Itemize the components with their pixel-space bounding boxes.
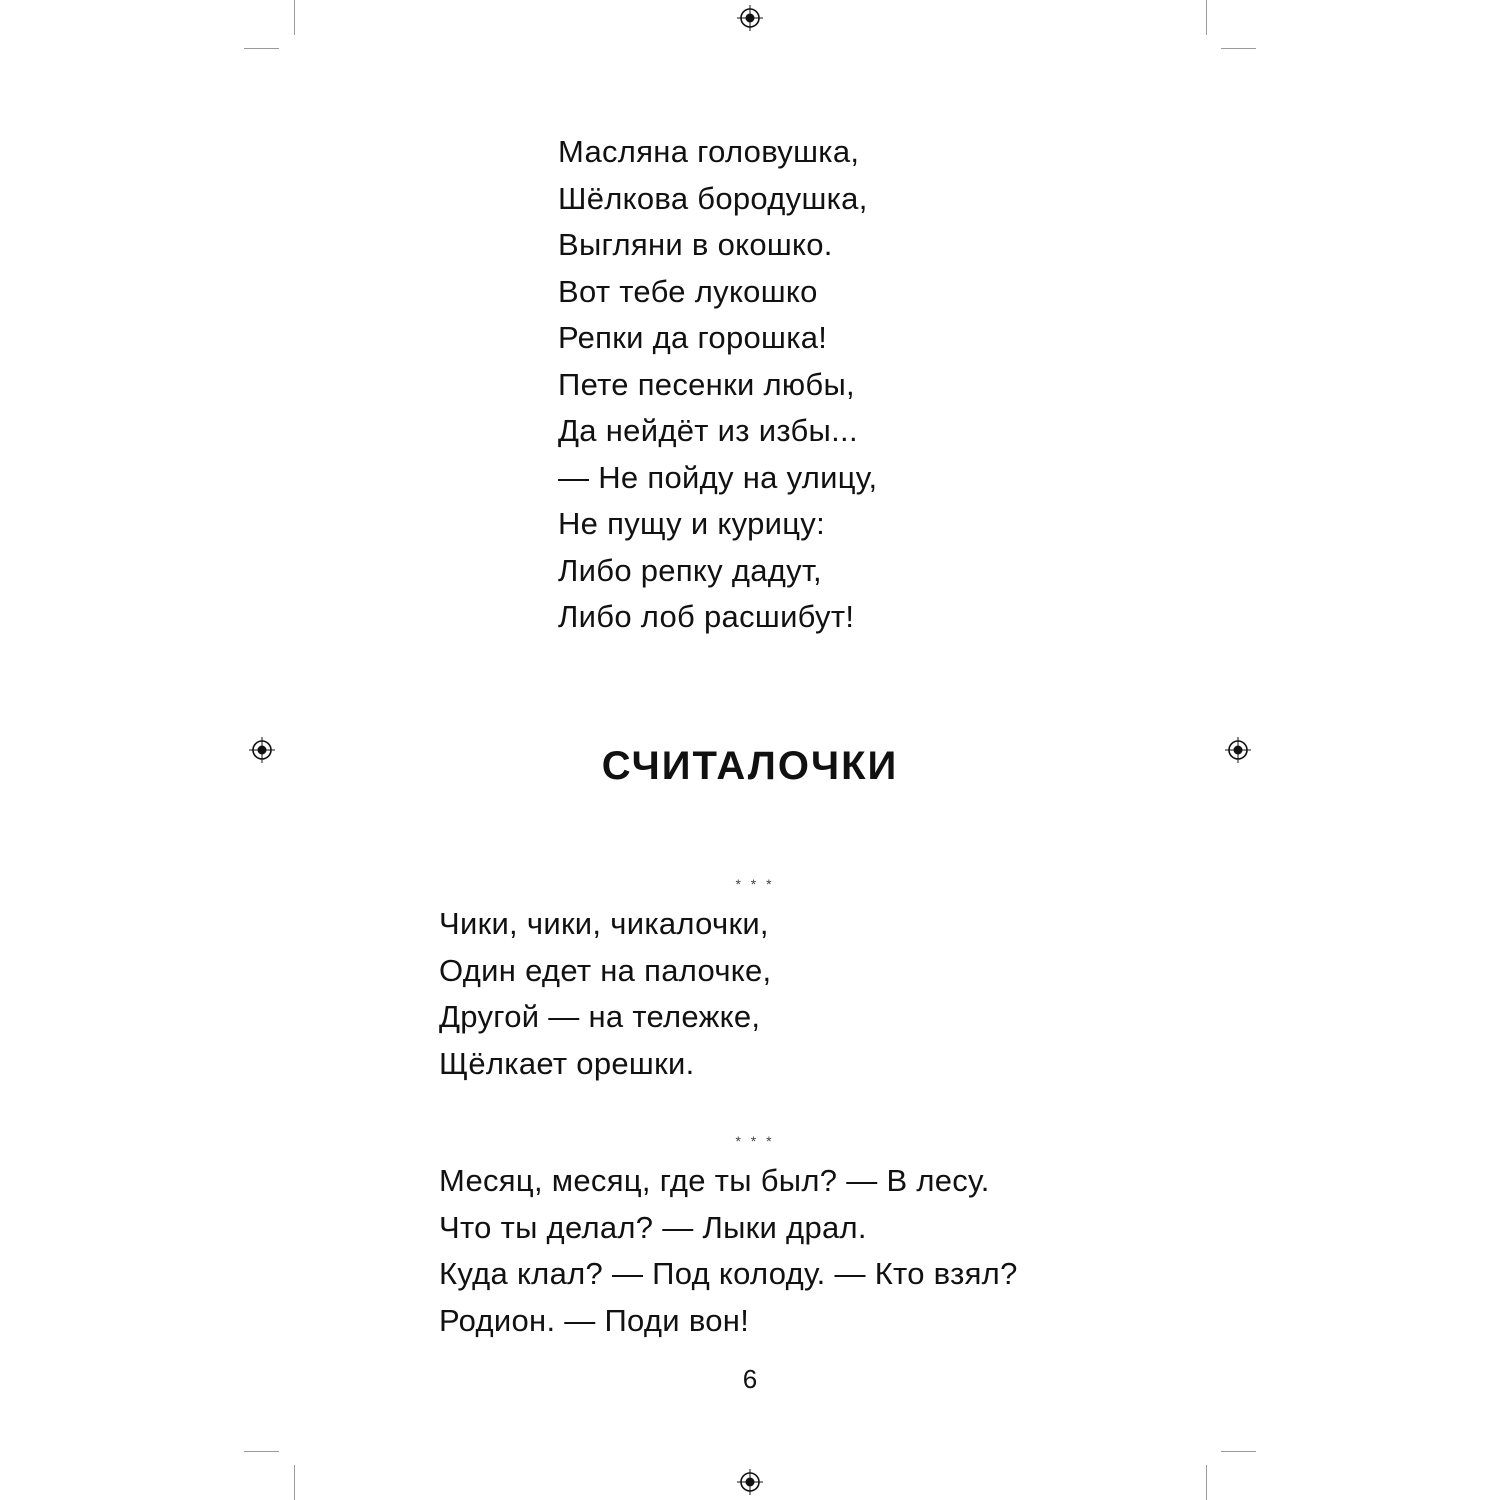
section-heading: СЧИТАЛОЧКИ [601, 744, 899, 788]
poem-line: Либо репку дадут, [558, 552, 822, 588]
crop-mark [1206, 0, 1207, 35]
crop-mark [244, 1451, 279, 1452]
poem-top [558, 129, 877, 641]
crop-mark [1221, 48, 1256, 49]
poem-line: — Не пойду на улицу, [558, 459, 878, 495]
crop-mark [244, 48, 279, 49]
poem-line: Шёлкова бородушка, [558, 180, 868, 216]
poem-line: Что ты делал? — Лыки драл. [439, 1209, 867, 1245]
crop-mark [1206, 1465, 1207, 1500]
poem-line: Щёлкает орешки. [439, 1045, 695, 1081]
crop-mark [294, 0, 295, 35]
poem-line: Репки да горошка! [558, 320, 828, 355]
crop-mark [294, 1465, 295, 1500]
poem-line: Чики, чики, чикалочки, [439, 906, 769, 941]
poem-line: Пете песенки любы, [558, 366, 855, 402]
page-number: 6 [742, 1364, 758, 1394]
poem-line: Другой — на тележке, [439, 999, 761, 1034]
poem-line: Родион. — Поди вон! [439, 1302, 750, 1338]
poem-line: Один едет на палочке, [439, 952, 772, 988]
poem-line: Масляна головушка, [558, 134, 860, 169]
poem-line: Месяц, месяц, где ты был? — В лесу. [439, 1163, 990, 1198]
crop-mark [1221, 1451, 1256, 1452]
poem-line: Вот тебе лукошко [558, 273, 818, 309]
poem-line: Да нейдёт из избы... [558, 413, 858, 448]
poem-line: Выгляни в окошко. [558, 227, 833, 262]
poem-line: Не пущу и курицу: [558, 506, 826, 541]
counting-rhyme [439, 901, 771, 1087]
stanza-separator: * * * [735, 876, 775, 892]
counting-rhyme [439, 1158, 1018, 1344]
poem-line: Куда клал? — Под колоду. — Кто взял? [439, 1256, 1018, 1291]
registration-mark-icon [737, 5, 763, 31]
stanza-separator: * * * [735, 1133, 775, 1149]
registration-mark-icon [737, 1469, 763, 1495]
poem-line: Либо лоб расшибут! [558, 599, 855, 634]
